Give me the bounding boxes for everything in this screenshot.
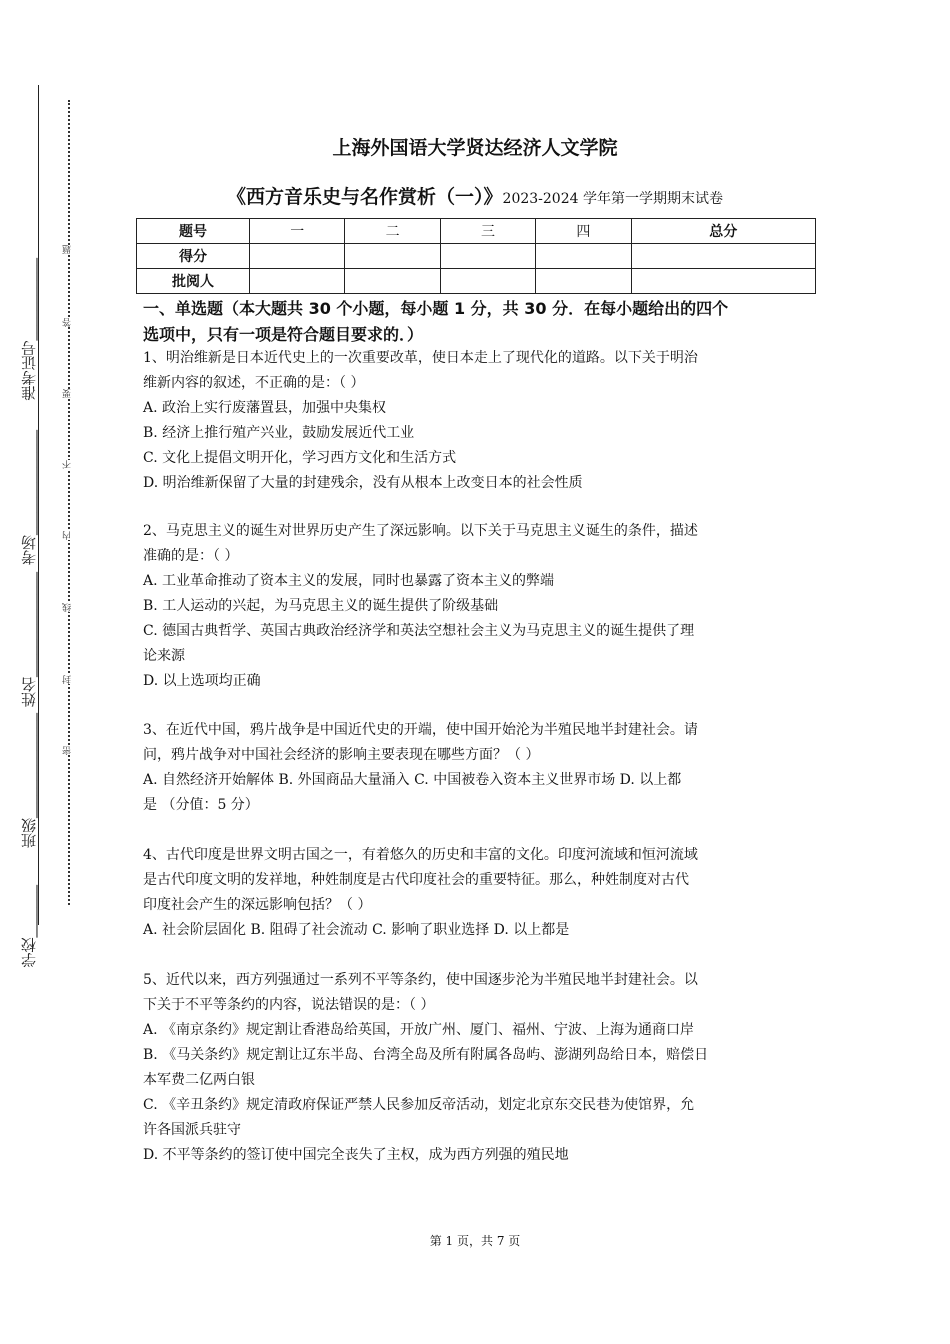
question-stem: 4、古代印度是世界文明古国之一，有着悠久的历史和丰富的文化。印度河流域和恒河流域 xyxy=(143,847,698,863)
term-label: 2023-2024 学年第一学期期末试卷 xyxy=(502,191,723,207)
section-heading-line: 一、单选题（本大题共 30 个小题，每小题 1 分，共 30 分．在每小题给出的四个 xyxy=(143,299,729,318)
score-col-header: 总分 xyxy=(631,219,815,244)
exam-subtitle xyxy=(0,182,950,209)
question-stem: 维新内容的叙述，不正确的是：（ ） xyxy=(143,375,365,391)
question-stem: 5、近代以来，西方列强通过一系列不平等条约，使中国逐步沦为半殖民地半封建社会。以 xyxy=(143,972,698,988)
option: A. 《南京条约》规定割让香港岛给英国，开放广州、厦门、福州、宁波、上海为通商口岸 xyxy=(143,1022,695,1038)
score-row xyxy=(137,244,816,269)
seal-word: 封 xyxy=(63,675,73,684)
score-cell xyxy=(631,244,815,269)
score-table-header-row xyxy=(137,219,816,244)
seal-word: 题 xyxy=(63,245,73,254)
option: C. 德国古典哲学、英国古典政治经济学和英法空想社会主义为马克思主义的诞生提供了理 xyxy=(143,623,695,639)
question-stem: 是古代印度文明的发祥地，种姓制度是古代印度社会的重要特征。那么，种姓制度对古代 xyxy=(143,872,689,888)
question-stem: 3、在近代中国，鸦片战争是中国近代史的开端，使中国开始沦为半殖民地半封建社会。请 xyxy=(143,722,698,738)
option: A. 社会阶层固化 B. 阻碍了社会流动 C. 影响了职业选择 D. 以上都是 xyxy=(143,922,570,938)
option: 许各国派兵驻守 xyxy=(143,1122,241,1138)
score-row-label: 批阅人 xyxy=(137,269,250,294)
score-cell xyxy=(250,244,345,269)
score-col-header: 题号 xyxy=(137,219,250,244)
question-stem: 1、明治维新是日本近代史上的一次重要改革，使日本走上了现代化的道路。以下关于明治 xyxy=(143,350,698,366)
option: B. 工人运动的兴起，为马克思主义的诞生提供了阶级基础 xyxy=(143,598,499,614)
question-2 xyxy=(143,519,813,694)
section-heading-line: 选项中，只有一项是符合题目要求的．） xyxy=(143,325,424,344)
score-col-header: 三 xyxy=(440,219,535,244)
question-5 xyxy=(143,968,813,1168)
page-footer: 第 1 页，共 7 页 xyxy=(429,1234,521,1248)
score-cell xyxy=(250,269,345,294)
seal-dotted-line xyxy=(68,100,70,905)
option: C. 文化上提倡文明开化，学习西方文化和生活方式 xyxy=(143,450,457,466)
seal-word: 答 xyxy=(63,318,73,327)
score-cell xyxy=(345,269,440,294)
option: A. 自然经济开始解体 B. 外国商品大量涌入 C. 中国被卷入资本主义世界市场 D. 以上都 xyxy=(143,772,682,788)
option: C. 《辛丑条约》规定清政府保证严禁人民参加反帝活动，划定北京东交民巷为使馆界，允 xyxy=(143,1097,695,1113)
question-stem: 准确的是：（ ） xyxy=(143,548,239,564)
option: D. 不平等条约的签订使中国完全丧失了主权，成为西方列强的殖民地 xyxy=(143,1147,569,1163)
option: A. 政治上实行废藩置县，加强中央集权 xyxy=(143,400,387,416)
score-cell xyxy=(440,269,535,294)
score-cell xyxy=(440,244,535,269)
course-title: 《西方音乐史与名作赏析（一）》 xyxy=(227,186,503,208)
school-title: 上海外国语大学贤达经济人文学院 xyxy=(332,137,618,159)
option: B. 经济上推行殖产兴业，鼓励发展近代工业 xyxy=(143,425,415,441)
score-col-header: 四 xyxy=(536,219,631,244)
option: D. 以上选项均正确 xyxy=(143,673,261,689)
seal-word: 不 xyxy=(63,460,73,469)
option: B. 《马关条约》规定割让辽东半岛、台湾全岛及所有附属各岛屿、澎湖列岛给日本，赔偿日 xyxy=(143,1047,709,1063)
seal-word: 内 xyxy=(63,531,73,540)
question-4 xyxy=(143,843,813,943)
option: 是 （分值：5 分） xyxy=(143,797,259,813)
reviewer-row xyxy=(137,269,816,294)
question-stem: 下关于不平等条约的内容，说法错误的是：（ ） xyxy=(143,997,435,1013)
margin-field-exam-room: 考场______________ xyxy=(20,430,38,565)
section-heading xyxy=(143,296,818,348)
score-cell xyxy=(345,244,440,269)
question-1 xyxy=(143,346,813,496)
margin-field-name: 姓名______________ xyxy=(20,572,38,707)
option: 论来源 xyxy=(143,648,185,664)
margin-field-exam-number: 准考证号___________ xyxy=(20,258,38,401)
option: 本军费二亿两白银 xyxy=(143,1072,255,1088)
seal-word: 线 xyxy=(63,603,73,612)
option: A. 工业革命推动了资本主义的发展，同时也暴露了资本主义的弊端 xyxy=(143,573,555,589)
score-cell xyxy=(536,244,631,269)
seal-word: 要 xyxy=(63,389,73,398)
margin-field-school: 学校_______ xyxy=(20,885,38,968)
score-table xyxy=(136,218,816,294)
score-row-label: 得分 xyxy=(137,244,250,269)
question-3 xyxy=(143,718,813,818)
score-cell xyxy=(536,269,631,294)
question-stem: 印度社会产生的深远影响包括？（ ） xyxy=(143,897,372,913)
score-cell xyxy=(631,269,815,294)
seal-word: 密 xyxy=(63,746,73,755)
option: D. 明治维新保留了大量的封建残余，没有从根本上改变日本的社会性质 xyxy=(143,475,583,491)
margin-field-class: 班级______________ xyxy=(20,713,38,848)
question-stem: 2、马克思主义的诞生对世界历史产生了深远影响。以下关于马克思主义诞生的条件，描述 xyxy=(143,523,698,539)
question-stem: 问，鸦片战争对中国社会经济的影响主要表现在哪些方面？（ ） xyxy=(143,747,540,763)
score-col-header: 一 xyxy=(250,219,345,244)
score-col-header: 二 xyxy=(345,219,440,244)
